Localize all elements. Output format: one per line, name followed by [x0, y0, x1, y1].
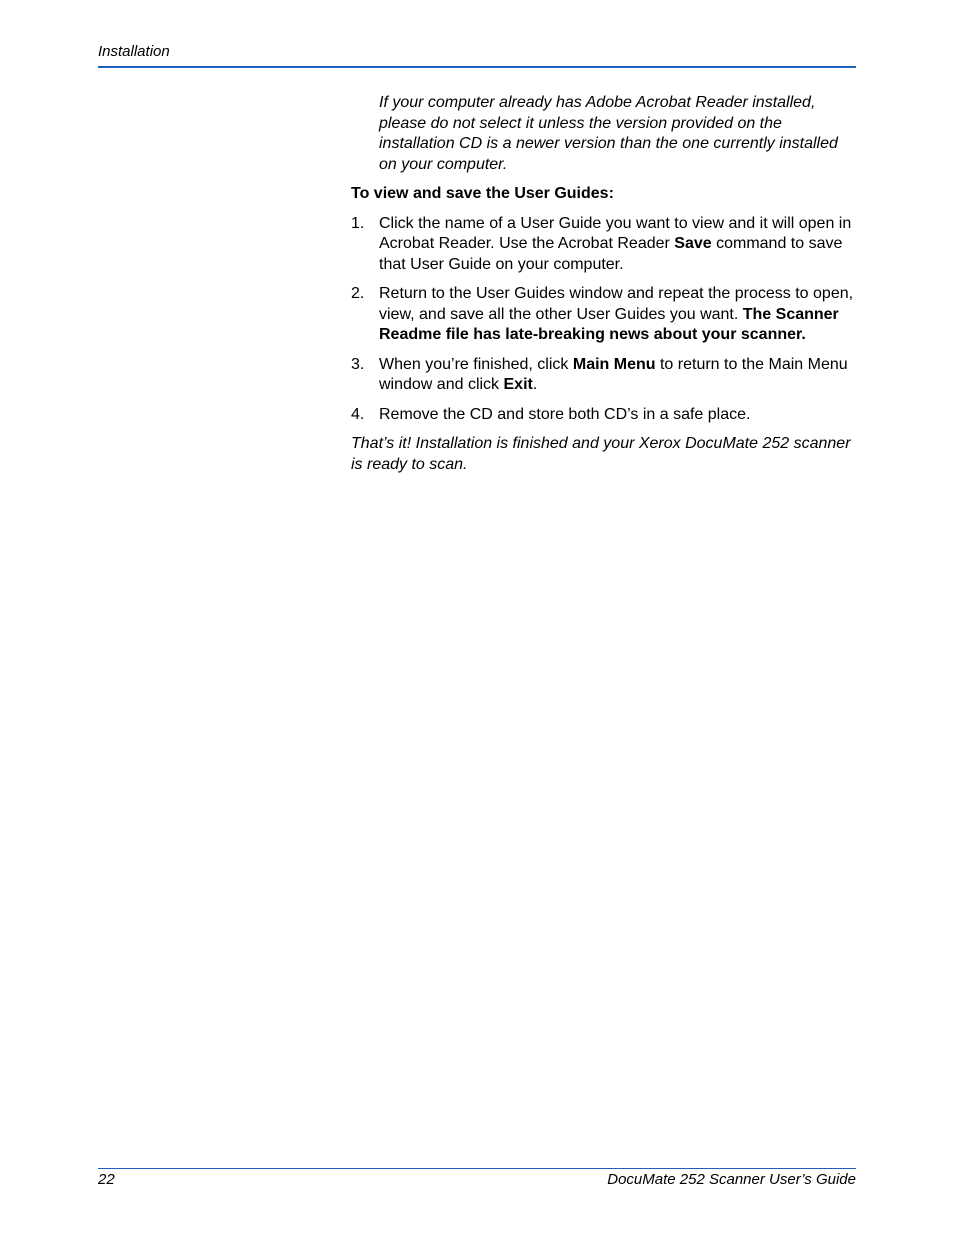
steps-list — [351, 214, 856, 426]
step-text-run: command to save that User Guide on your computer. — [379, 235, 843, 273]
guide-title: DocuMate 252 Scanner User’s Guide — [607, 1171, 856, 1188]
step-text-run: . — [532, 376, 538, 393]
step-text — [379, 405, 856, 426]
step-text-run: to return to the Main Menu window and click — [379, 355, 848, 393]
list-item — [351, 405, 856, 426]
step-text — [379, 355, 856, 396]
list-item — [351, 284, 856, 346]
save-command: Save — [674, 235, 712, 252]
list-item — [351, 214, 856, 276]
running-header: Installation — [98, 43, 170, 60]
footer-rule — [98, 1168, 856, 1169]
step-number: 1. — [351, 214, 365, 232]
page-number: 22 — [98, 1171, 115, 1188]
readme-emphasis: The Scanner Readme file has late-breaking news about your scanner. — [379, 305, 839, 343]
step-text — [379, 214, 856, 276]
header-rule — [98, 66, 856, 68]
page-content — [351, 93, 856, 475]
step-text-run: Remove the CD and store both CD’s in a safe place. — [379, 405, 751, 423]
step-number: 2. — [351, 285, 365, 302]
step-number: 4. — [351, 405, 365, 423]
exit-command: Exit — [503, 376, 533, 393]
step-text-run: Return to the User Guides window and repeat the process to open, view, and save all the other User Guides you want. — [379, 285, 854, 323]
procedure-heading: To view and save the User Guides: — [351, 185, 614, 202]
step-text-run: When you’re finished, click — [379, 355, 573, 373]
step-text-run: Click the name of a User Guide you want to view and it will open in Acrobat Reader. Use the Acrobat Reader — [379, 214, 852, 252]
step-number: 3. — [351, 355, 365, 373]
step-text — [379, 284, 856, 346]
acrobat-note: If your computer already has Adobe Acrobat Reader installed, please do not select it unless the version provided on the installation CD is a newer version than the one currently installed on your computer. — [379, 94, 838, 173]
closing-statement: That’s it! Installation is finished and your Xerox DocuMate 252 scanner is ready to scan. — [351, 435, 851, 473]
list-item — [351, 355, 856, 396]
main-menu-command: Main Menu — [572, 355, 656, 373]
